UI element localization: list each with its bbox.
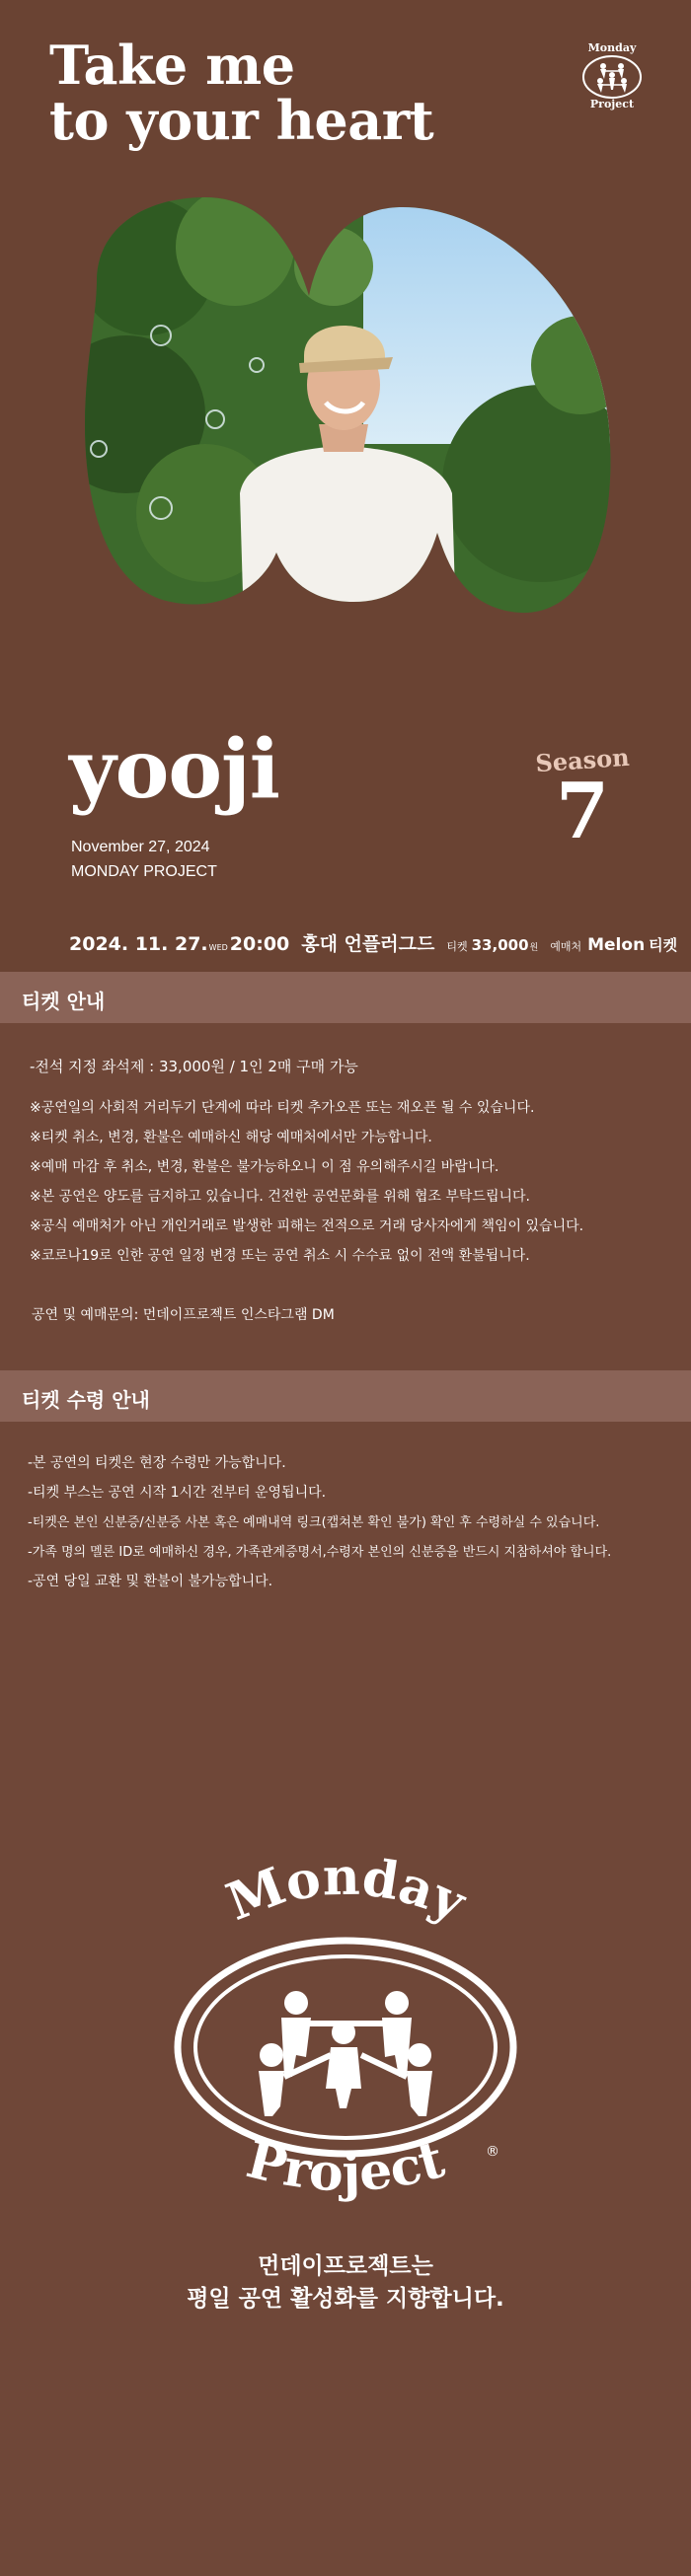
pickup-item-5: -공연 당일 교환 및 환불이 불가능합니다.: [28, 1574, 273, 1589]
ticket-note-5: ※공식 예매처가 아닌 개인거래로 발생한 피해는 전적으로 거래 당사자에게 책임이 있습니다.: [30, 1218, 584, 1234]
logo-bottom-text: Project: [240, 2129, 451, 2204]
dancing-figures-icon: [259, 1991, 432, 2116]
pickup-info-header: [0, 1370, 691, 1422]
artist-photo: [67, 187, 620, 661]
ticket-note-4: ※본 공연은 양도를 금지하고 있습니다. 건전한 공연문화를 위해 협조 부탁드립니다.: [30, 1189, 530, 1205]
info-venue: 홍대 언플러그드: [301, 933, 435, 955]
artist-name: yooji: [69, 722, 279, 817]
seat-info: -전석 지정 좌석제 : 33,000원 / 1인 2매 구매 가능: [30, 1058, 358, 1075]
contact-info: 공연 및 예매문의: 먼데이프로젝트 인스타그램 DM: [32, 1307, 335, 1323]
logo-small-top-text: Monday: [587, 41, 637, 54]
headline-line-1: Take me: [49, 34, 295, 97]
logo-small-bottom-text: Project: [589, 98, 635, 110]
ticket-info-header: [0, 972, 691, 1023]
pickup-item-1: -본 공연의 티켓은 현장 수령만 가능합니다.: [28, 1455, 286, 1471]
info-price-unit: 원: [529, 943, 539, 953]
monday-project-logo: [168, 1830, 523, 2235]
pickup-item-3: -티켓은 본인 신분증/신분증 사본 혹은 예매내역 링크(캡쳐본 확인 불가) 확인 후 수령하실 수 있습니다.: [28, 1515, 600, 1530]
ticket-note-2: ※티켓 취소, 변경, 환불은 예매하신 해당 예매처에서만 가능합니다.: [30, 1130, 432, 1145]
registered-mark: ®: [486, 2144, 499, 2160]
info-seller-label: 예매처: [550, 940, 582, 953]
info-time: 20:00: [229, 933, 290, 955]
headline-line-2: to your heart: [49, 89, 434, 152]
info-ticket-label: 티켓: [446, 940, 468, 953]
pickup-item-2: -티켓 부스는 공연 시작 1시간 전부터 운영됩니다.: [28, 1485, 327, 1501]
performance-info-line: [69, 929, 678, 956]
info-seller-suffix: 티켓: [649, 936, 678, 954]
info-weekday: WED: [208, 943, 228, 952]
slogan-line-1: 먼데이프로젝트는: [258, 2253, 433, 2279]
ticket-note-6: ※코로나19로 인한 공연 일정 변경 또는 공연 취소 시 수수료 없이 전액 환불됩니다.: [30, 1248, 530, 1264]
info-date: 2024. 11. 27.: [69, 933, 208, 955]
monday-project-logo-small: [576, 39, 648, 110]
ticket-info-title: 티켓 안내: [22, 990, 106, 1013]
logo-top-text: Monday: [218, 1846, 475, 1934]
season-number: 7: [555, 767, 610, 856]
dancing-figures-icon: [597, 63, 627, 93]
ticket-note-1: ※공연일의 사회적 거리두기 단계에 따라 티켓 추가오픈 또는 재오픈 될 수 있습니다.: [30, 1100, 535, 1116]
concert-poster: [0, 0, 691, 972]
season-label: Season: [534, 742, 631, 778]
slogan-line-2: 평일 공연 활성화를 지향합니다.: [187, 2286, 504, 2312]
pickup-item-4: -가족 명의 멜론 ID로 예매하신 경우, 가족관계증명서,수령자 본인의 신분증을 반드시 지참하셔야 합니다.: [28, 1545, 612, 1560]
info-price: 33,000: [471, 936, 529, 954]
pickup-info-title: 티켓 수령 안내: [22, 1388, 150, 1412]
poster-headline: [49, 34, 434, 152]
ticket-note-3: ※예매 마감 후 취소, 변경, 환불은 불가능하오니 이 점 유의해주시길 바랍니다.: [30, 1159, 499, 1175]
poster-organizer: MONDAY PROJECT: [71, 863, 217, 880]
info-seller: Melon: [587, 935, 646, 955]
poster-date: November 27, 2024: [71, 839, 210, 855]
